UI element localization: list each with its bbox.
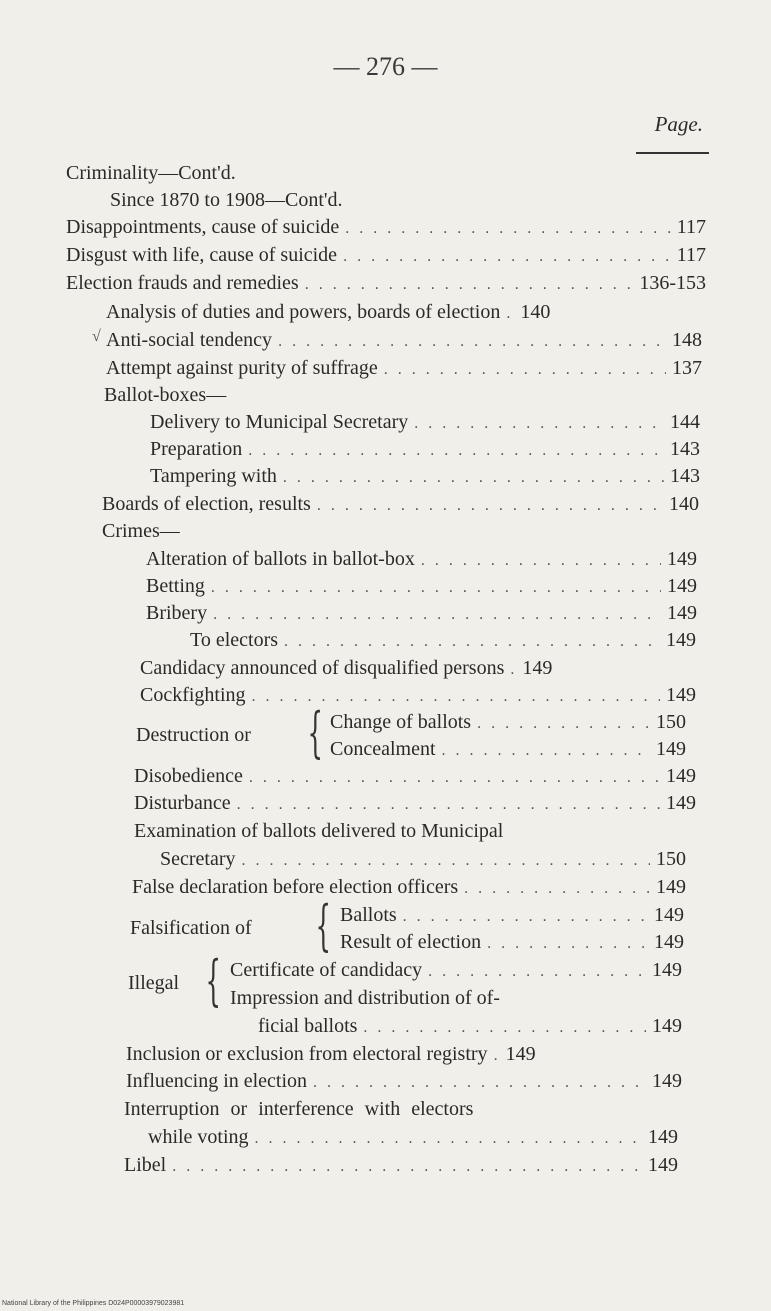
entry-page: 149 xyxy=(667,602,697,624)
index-entry xyxy=(146,573,697,599)
entry-text: Crimes— xyxy=(102,520,180,542)
entry-page: 148 xyxy=(672,329,702,351)
dot-leader xyxy=(477,711,650,737)
entry-text: Preparation xyxy=(150,438,243,460)
entry-text: Result of election xyxy=(340,931,482,953)
entry-page: 149 xyxy=(667,548,697,570)
index-entry xyxy=(126,1041,682,1067)
entry-text: Since 1870 to 1908—Cont'd. xyxy=(110,189,343,211)
dot-leader xyxy=(345,216,670,242)
entry-page: 150 xyxy=(656,848,686,870)
entry-text: Alteration of ballots in ballot-box xyxy=(146,548,415,570)
entry-page: 150 xyxy=(656,711,686,733)
dot-leader xyxy=(242,848,650,874)
entry-text: Election frauds and remedies xyxy=(66,272,299,294)
entry-text: Boards of election, results xyxy=(102,493,311,515)
index-entry xyxy=(190,627,696,653)
brace-glyph: { xyxy=(205,949,221,1012)
index-entry xyxy=(330,736,686,762)
entry-text: Disturbance xyxy=(134,792,231,814)
index-entry xyxy=(150,409,700,435)
dot-leader xyxy=(278,329,666,355)
dot-leader xyxy=(213,602,661,628)
entry-text: Attempt against purity of suffrage xyxy=(106,357,378,379)
entry-text: To electors xyxy=(190,629,279,651)
entry-text: Falsification of xyxy=(130,917,252,939)
brace-glyph: { xyxy=(315,894,331,957)
dot-leader xyxy=(317,493,663,519)
entry-page: 144 xyxy=(670,411,700,433)
entry-page: 149 xyxy=(656,738,686,760)
index-entry xyxy=(66,214,706,240)
entry-text: Illegal xyxy=(128,972,180,994)
dot-leader xyxy=(255,1126,642,1152)
dot-leader xyxy=(464,876,650,902)
dot-leader xyxy=(414,411,664,437)
dot-leader xyxy=(363,1015,646,1041)
dot-leader xyxy=(237,792,660,818)
index-entry xyxy=(106,355,702,381)
dot-leader xyxy=(283,465,664,491)
entry-page: 149 xyxy=(654,931,684,953)
page-number: — 276 — xyxy=(333,52,438,81)
index-entry xyxy=(146,600,697,626)
index-entry xyxy=(128,970,208,996)
entry-text: False declaration before election officers xyxy=(132,876,459,898)
entry-text: Criminality—Cont'd. xyxy=(66,162,236,184)
index-entry xyxy=(330,709,686,735)
entry-page: 149 xyxy=(648,1154,678,1176)
dot-leader xyxy=(313,1070,646,1096)
dot-leader xyxy=(487,931,648,957)
entry-page: 137 xyxy=(672,357,702,379)
dot-leader xyxy=(384,357,666,383)
dot-leader xyxy=(284,629,660,655)
entry-page: 140 xyxy=(520,301,551,323)
dot-leader xyxy=(442,738,650,764)
index-entry xyxy=(106,327,702,353)
index-entry xyxy=(110,187,430,213)
entry-text: Change of ballots xyxy=(330,711,472,733)
entry-text: Disobedience xyxy=(134,765,243,787)
entry-text: Tampering with xyxy=(150,465,277,487)
entry-page: 149 xyxy=(648,1126,678,1148)
check-mark: √ xyxy=(92,328,101,345)
index-entry xyxy=(124,1152,678,1178)
entry-page: 117 xyxy=(676,244,706,266)
index-entry xyxy=(124,1096,664,1122)
entry-page: 149 xyxy=(666,629,696,651)
brace-glyph: { xyxy=(307,701,323,764)
index-entry xyxy=(132,874,686,900)
entry-page: 149 xyxy=(505,1043,536,1065)
index-entry xyxy=(258,1013,682,1039)
entry-page: 149 xyxy=(667,575,697,597)
index-entry xyxy=(66,270,706,296)
index-entry xyxy=(340,902,684,928)
index-entry xyxy=(230,985,670,1011)
index-entry xyxy=(102,491,699,517)
entry-page: 117 xyxy=(676,216,706,238)
index-entry xyxy=(146,546,697,572)
page-column-label: Page. xyxy=(654,112,703,136)
entry-text: Candidacy announced of disqualified persons xyxy=(140,657,505,679)
dot-leader xyxy=(172,1154,642,1180)
index-entry xyxy=(66,242,706,268)
index-entry xyxy=(66,160,366,186)
index-entry xyxy=(134,763,696,789)
entry-text: Inclusion or exclusion from electoral registry xyxy=(126,1043,488,1065)
index-entry xyxy=(134,790,696,816)
dot-leader xyxy=(248,438,664,464)
entry-text: Delivery to Municipal Secretary xyxy=(150,411,409,433)
entry-text: Bribery xyxy=(146,602,208,624)
index-entry xyxy=(140,655,696,681)
entry-text: Destruction or xyxy=(136,724,251,746)
dot-leader xyxy=(403,904,648,930)
entry-page: 149 xyxy=(652,1070,682,1092)
entry-text: Certificate of candidacy xyxy=(230,959,423,981)
entry-page: 136-153 xyxy=(639,272,706,294)
dot-leader xyxy=(506,301,514,327)
index-entry xyxy=(230,957,682,983)
entry-page: 149 xyxy=(666,765,696,787)
index-entry xyxy=(130,915,310,941)
index-entry xyxy=(102,518,402,544)
index-entry xyxy=(126,1068,682,1094)
dot-leader xyxy=(510,657,516,683)
entry-page: 149 xyxy=(666,684,696,706)
index-entry xyxy=(106,299,702,325)
entry-text: Ballots xyxy=(340,904,397,926)
index-entry xyxy=(340,929,684,955)
index-entry xyxy=(104,382,404,408)
entry-text: Examination of ballots delivered to Municipal xyxy=(134,820,504,842)
dot-leader xyxy=(428,959,646,985)
index-entry xyxy=(160,846,686,872)
entry-page: 140 xyxy=(669,493,699,515)
entry-text: Concealment xyxy=(330,738,436,760)
dot-leader xyxy=(421,548,661,574)
index-entry xyxy=(136,722,316,748)
dot-leader xyxy=(249,765,660,791)
entry-text: Secretary xyxy=(160,848,236,870)
entry-page: 149 xyxy=(522,657,553,679)
entry-text: Influencing in election xyxy=(126,1070,308,1092)
entry-text: Interruption or interference with electors xyxy=(124,1098,474,1120)
entry-text: while voting xyxy=(148,1126,249,1148)
entry-text: Anti-social tendency xyxy=(106,329,273,351)
entry-text: Ballot-boxes— xyxy=(104,384,227,406)
entry-page: 143 xyxy=(670,465,700,487)
dot-leader xyxy=(494,1043,500,1069)
entry-page: 149 xyxy=(654,904,684,926)
dot-leader xyxy=(305,272,634,298)
index-entry xyxy=(150,436,700,462)
library-footer: National Library of the Philippines D024P00003979023981 xyxy=(2,1300,185,1307)
entry-page: 149 xyxy=(656,876,686,898)
index-entry xyxy=(140,682,696,708)
page-column-rule xyxy=(636,152,709,154)
index-entry xyxy=(148,1124,678,1150)
entry-text: ficial ballots xyxy=(258,1015,358,1037)
entry-text: Impression and distribution of of- xyxy=(230,987,500,1009)
entry-text: Betting xyxy=(146,575,205,597)
entry-text: Disgust with life, cause of suicide xyxy=(66,244,338,266)
index-entry xyxy=(134,818,694,844)
entry-page: 149 xyxy=(652,959,682,981)
entry-text: Disappointments, cause of suicide xyxy=(66,216,340,238)
entry-page: 143 xyxy=(670,438,700,460)
dot-leader xyxy=(343,244,671,270)
dot-leader xyxy=(211,575,661,601)
entry-page: 149 xyxy=(666,792,696,814)
index-entry xyxy=(150,463,700,489)
entry-page: 149 xyxy=(652,1015,682,1037)
entry-text: Libel xyxy=(124,1154,167,1176)
entry-text: Analysis of duties and powers, boards of election xyxy=(106,301,501,323)
entry-text: Cockfighting xyxy=(140,684,246,706)
